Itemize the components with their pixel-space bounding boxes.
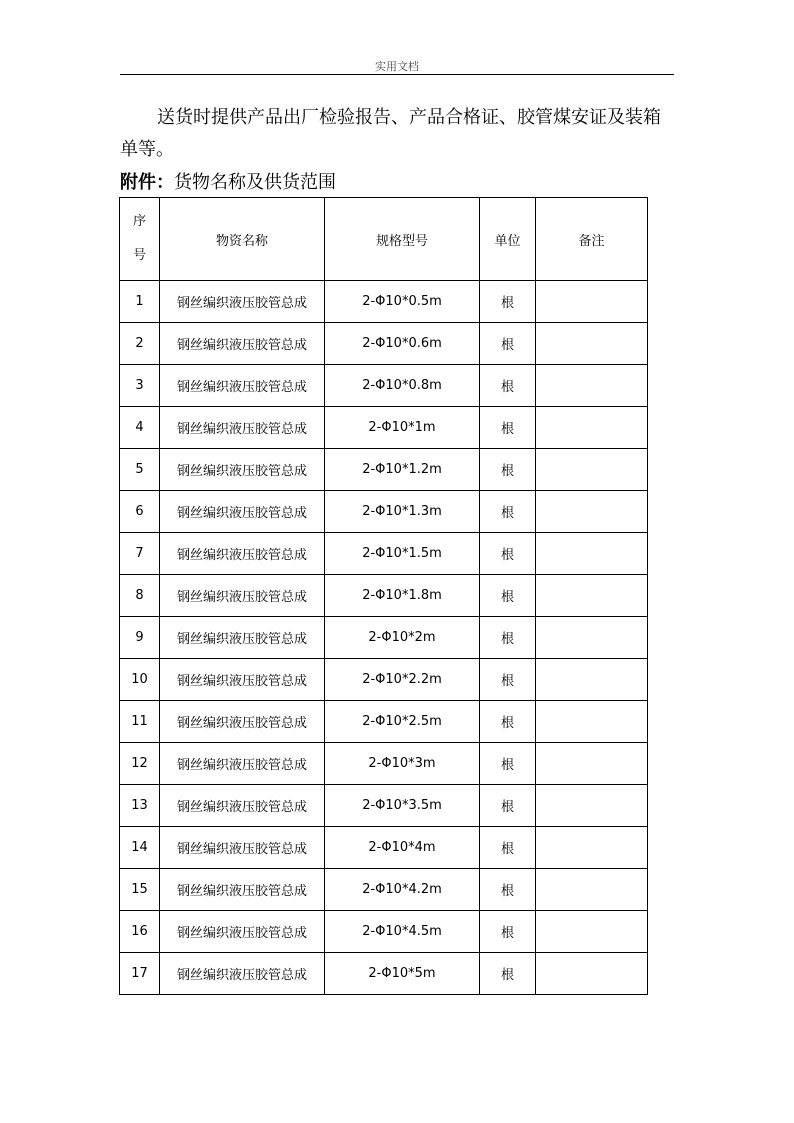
spec-cell: 2-Φ10*2.2m	[325, 659, 480, 701]
table-row	[120, 365, 648, 407]
delivery-requirements-paragraph: 送货时提供产品出厂检验报告、产品合格证、胶管煤安证及装箱单等。	[120, 107, 661, 160]
item-name-cell: 钢丝编织液压胶管总成	[160, 617, 325, 659]
table-header-row	[120, 198, 648, 281]
item-name-cell: 钢丝编织液压胶管总成	[160, 869, 325, 911]
table-row	[120, 827, 648, 869]
spec-cell: 2-Φ10*0.6m	[325, 323, 480, 365]
remarks-cell	[536, 323, 648, 365]
unit-cell: 根	[480, 491, 536, 533]
seq-cell: 7	[120, 533, 160, 575]
goods-table	[119, 197, 648, 995]
remarks-cell	[536, 869, 648, 911]
unit-cell: 根	[480, 785, 536, 827]
remarks-cell	[536, 911, 648, 953]
header-divider	[120, 74, 674, 75]
item-name-cell: 钢丝编织液压胶管总成	[160, 323, 325, 365]
seq-cell: 13	[120, 785, 160, 827]
table-row	[120, 281, 648, 323]
unit-cell: 根	[480, 827, 536, 869]
remarks-cell	[536, 659, 648, 701]
unit-cell: 根	[480, 911, 536, 953]
column-header-remarks: 备注	[536, 198, 648, 281]
item-name-cell: 钢丝编织液压胶管总成	[160, 533, 325, 575]
unit-cell: 根	[480, 323, 536, 365]
item-name-cell: 钢丝编织液压胶管总成	[160, 659, 325, 701]
seq-cell: 6	[120, 491, 160, 533]
table-row	[120, 953, 648, 995]
table-row	[120, 785, 648, 827]
spec-cell: 2-Φ10*2.5m	[325, 701, 480, 743]
column-header-unit: 单位	[480, 198, 536, 281]
spec-cell: 2-Φ10*3m	[325, 743, 480, 785]
remarks-cell	[536, 617, 648, 659]
unit-cell: 根	[480, 659, 536, 701]
unit-cell: 根	[480, 407, 536, 449]
spec-cell: 2-Φ10*4m	[325, 827, 480, 869]
seq-cell: 15	[120, 869, 160, 911]
table-row	[120, 491, 648, 533]
item-name-cell: 钢丝编织液压胶管总成	[160, 365, 325, 407]
item-name-cell: 钢丝编织液压胶管总成	[160, 281, 325, 323]
remarks-cell	[536, 533, 648, 575]
page-header: 实用文档	[375, 60, 419, 73]
item-name-cell: 钢丝编织液压胶管总成	[160, 743, 325, 785]
column-header-spec: 规格型号	[325, 198, 480, 281]
seq-cell: 12	[120, 743, 160, 785]
unit-cell: 根	[480, 365, 536, 407]
table-row	[120, 575, 648, 617]
spec-cell: 2-Φ10*1m	[325, 407, 480, 449]
spec-cell: 2-Φ10*1.3m	[325, 491, 480, 533]
item-name-cell: 钢丝编织液压胶管总成	[160, 575, 325, 617]
spec-cell: 2-Φ10*3.5m	[325, 785, 480, 827]
table-row	[120, 617, 648, 659]
seq-cell: 1	[120, 281, 160, 323]
table-row	[120, 407, 648, 449]
spec-cell: 2-Φ10*2m	[325, 617, 480, 659]
table-row	[120, 323, 648, 365]
seq-cell: 3	[120, 365, 160, 407]
table-row	[120, 911, 648, 953]
seq-cell: 14	[120, 827, 160, 869]
item-name-cell: 钢丝编织液压胶管总成	[160, 953, 325, 995]
seq-cell: 5	[120, 449, 160, 491]
spec-cell: 2-Φ10*4.2m	[325, 869, 480, 911]
seq-cell: 9	[120, 617, 160, 659]
unit-cell: 根	[480, 953, 536, 995]
table-row	[120, 869, 648, 911]
table-row	[120, 533, 648, 575]
spec-cell: 2-Φ10*0.8m	[325, 365, 480, 407]
item-name-cell: 钢丝编织液压胶管总成	[160, 827, 325, 869]
remarks-cell	[536, 365, 648, 407]
item-name-cell: 钢丝编织液压胶管总成	[160, 701, 325, 743]
unit-cell: 根	[480, 449, 536, 491]
seq-cell: 4	[120, 407, 160, 449]
spec-cell: 2-Φ10*4.5m	[325, 911, 480, 953]
attachment-label: 附件：	[120, 172, 174, 193]
remarks-cell	[536, 281, 648, 323]
unit-cell: 根	[480, 533, 536, 575]
seq-cell: 10	[120, 659, 160, 701]
unit-cell: 根	[480, 617, 536, 659]
unit-cell: 根	[480, 743, 536, 785]
item-name-cell: 钢丝编织液压胶管总成	[160, 449, 325, 491]
table-row	[120, 659, 648, 701]
table-row	[120, 701, 648, 743]
spec-cell: 2-Φ10*1.2m	[325, 449, 480, 491]
remarks-cell	[536, 953, 648, 995]
seq-cell: 17	[120, 953, 160, 995]
spec-cell: 2-Φ10*5m	[325, 953, 480, 995]
remarks-cell	[536, 785, 648, 827]
seq-cell: 16	[120, 911, 160, 953]
remarks-cell	[536, 449, 648, 491]
item-name-cell: 钢丝编织液压胶管总成	[160, 785, 325, 827]
attachment-heading	[120, 171, 336, 195]
spec-cell: 2-Φ10*0.5m	[325, 281, 480, 323]
spec-cell: 2-Φ10*1.5m	[325, 533, 480, 575]
unit-cell: 根	[480, 575, 536, 617]
remarks-cell	[536, 575, 648, 617]
unit-cell: 根	[480, 701, 536, 743]
unit-cell: 根	[480, 281, 536, 323]
table-row	[120, 449, 648, 491]
spec-cell: 2-Φ10*1.8m	[325, 575, 480, 617]
item-name-cell: 钢丝编织液压胶管总成	[160, 407, 325, 449]
remarks-cell	[536, 491, 648, 533]
column-header-name: 物资名称	[160, 198, 325, 281]
remarks-cell	[536, 701, 648, 743]
unit-cell: 根	[480, 869, 536, 911]
seq-cell: 2	[120, 323, 160, 365]
remarks-cell	[536, 827, 648, 869]
item-name-cell: 钢丝编织液压胶管总成	[160, 491, 325, 533]
seq-cell: 8	[120, 575, 160, 617]
remarks-cell	[536, 743, 648, 785]
table-row	[120, 743, 648, 785]
seq-cell: 11	[120, 701, 160, 743]
remarks-cell	[536, 407, 648, 449]
column-header-seq: 序号	[120, 198, 160, 281]
attachment-title: 货物名称及供货范围	[174, 172, 336, 193]
item-name-cell: 钢丝编织液压胶管总成	[160, 911, 325, 953]
